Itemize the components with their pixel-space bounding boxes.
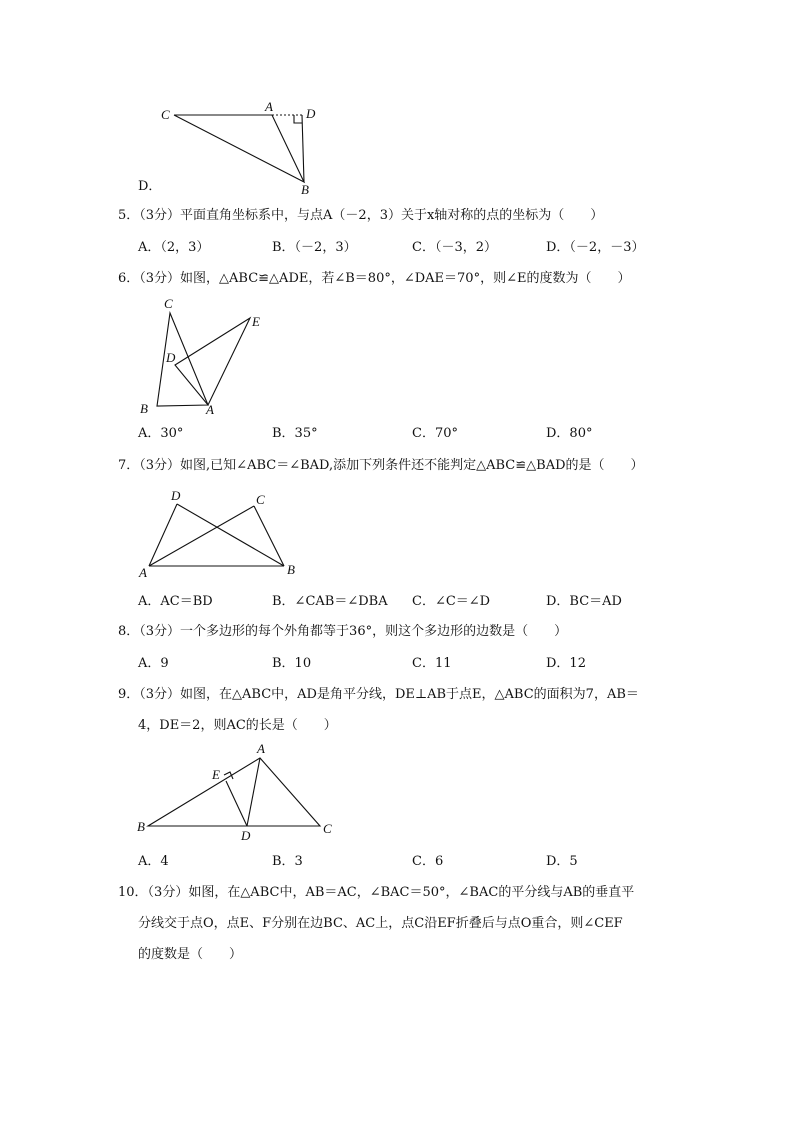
q8-option-b: B．10: [272, 656, 312, 671]
q9-option-c: C．6: [412, 854, 444, 869]
q7-option-c: C．∠C＝∠D: [412, 594, 491, 609]
figure-q7: [132, 484, 307, 580]
label-d: D: [171, 488, 181, 503]
q9-option-d: D．5: [546, 854, 578, 869]
triangle-cab: [174, 115, 304, 182]
figure-q4-option-d: [150, 96, 330, 196]
label-c: C: [256, 492, 265, 507]
label-d: D: [306, 106, 316, 121]
q6-option-d: D．80°: [546, 426, 593, 441]
label-b: B: [301, 182, 309, 196]
q10-stem-line2: 分线交于点O，点E、F分别在边BC、AC上，点C沿EF折叠后与点O重合，则∠CEF: [138, 916, 623, 931]
triangle-abc: [157, 313, 208, 406]
triangle-abc: [148, 758, 320, 826]
triangle-ade: [175, 318, 250, 405]
label-c: C: [323, 821, 332, 836]
segment-ac: [149, 506, 254, 566]
q5-option-c: C．（－3，2）: [412, 240, 497, 255]
q6-option-c: C．70°: [412, 426, 458, 441]
label-b: B: [137, 819, 145, 834]
q10-stem-line1: 10．（3分）如图，在△ABC中，AB＝AC，∠BAC＝50°，∠BAC的平分线与AB的垂直平: [118, 885, 635, 900]
q9-stem-line2: 4，DE＝2，则AC的长是（ ）: [138, 718, 337, 733]
q5-stem: 5．（3分）平面直角坐标系中，与点A（－2，3）关于x轴对称的点的坐标为（ ）: [118, 208, 604, 223]
figure-q6: [130, 292, 280, 420]
q8-option-d: D．12: [546, 656, 586, 671]
figure-q9: [130, 740, 340, 846]
q5-option-d: D．（－2，－3）: [546, 240, 645, 255]
q7-option-b: B．∠CAB＝∠DBA: [272, 594, 388, 609]
q6-option-b: B．35°: [272, 426, 318, 441]
q7-option-d: D．BC＝AD: [546, 594, 622, 609]
label-a: A: [265, 99, 273, 114]
line-db: [302, 115, 304, 182]
q8-stem: 8．（3分）一个多边形的每个外角都等于36°，则这个多边形的边数是（ ）: [118, 624, 568, 639]
label-e: E: [252, 314, 260, 329]
q10-stem-line3: 的度数是（ ）: [138, 947, 243, 962]
q6-stem: 6．（3分）如图，△ABC≌△ADE，若∠B＝80°，∠DAE＝70°，则∠E的度数为（ ）: [118, 271, 631, 286]
label-c: C: [164, 296, 173, 311]
label-c: C: [161, 107, 170, 122]
q7-option-a: A．AC＝BD: [138, 594, 213, 609]
q9-option-b: B．3: [272, 854, 303, 869]
q5-option-b: B．（－2，3）: [272, 240, 357, 255]
label-d: D: [166, 350, 176, 365]
q8-option-a: A．9: [138, 656, 169, 671]
q9-stem-line1: 9．（3分）如图，在△ABC中，AD是角平分线，DE⊥AB于点E，△ABC的面积为7，AB＝: [118, 687, 639, 702]
q9-option-a: A．4: [138, 854, 169, 869]
segment-de: [226, 781, 247, 826]
right-angle-mark: [224, 772, 233, 779]
q8-option-c: C．11: [412, 656, 452, 671]
label-a: A: [206, 402, 214, 417]
label-a: A: [139, 565, 147, 580]
label-b: B: [140, 401, 148, 416]
label-a: A: [257, 741, 265, 756]
q5-option-a: A．（2，3）: [138, 240, 210, 255]
label-e: E: [212, 767, 220, 782]
segment-ad: [149, 504, 177, 566]
q6-option-a: A．30°: [138, 426, 184, 441]
q4-option-d-label: D．: [138, 179, 162, 194]
q7-stem: 7．（3分）如图,已知∠ABC＝∠BAD,添加下列条件还不能判定△ABC≌△BAD的是（ ）: [118, 458, 644, 473]
label-b: B: [287, 562, 295, 577]
label-d: D: [241, 828, 251, 843]
segment-ad: [247, 758, 260, 826]
right-angle-mark: [294, 115, 302, 123]
